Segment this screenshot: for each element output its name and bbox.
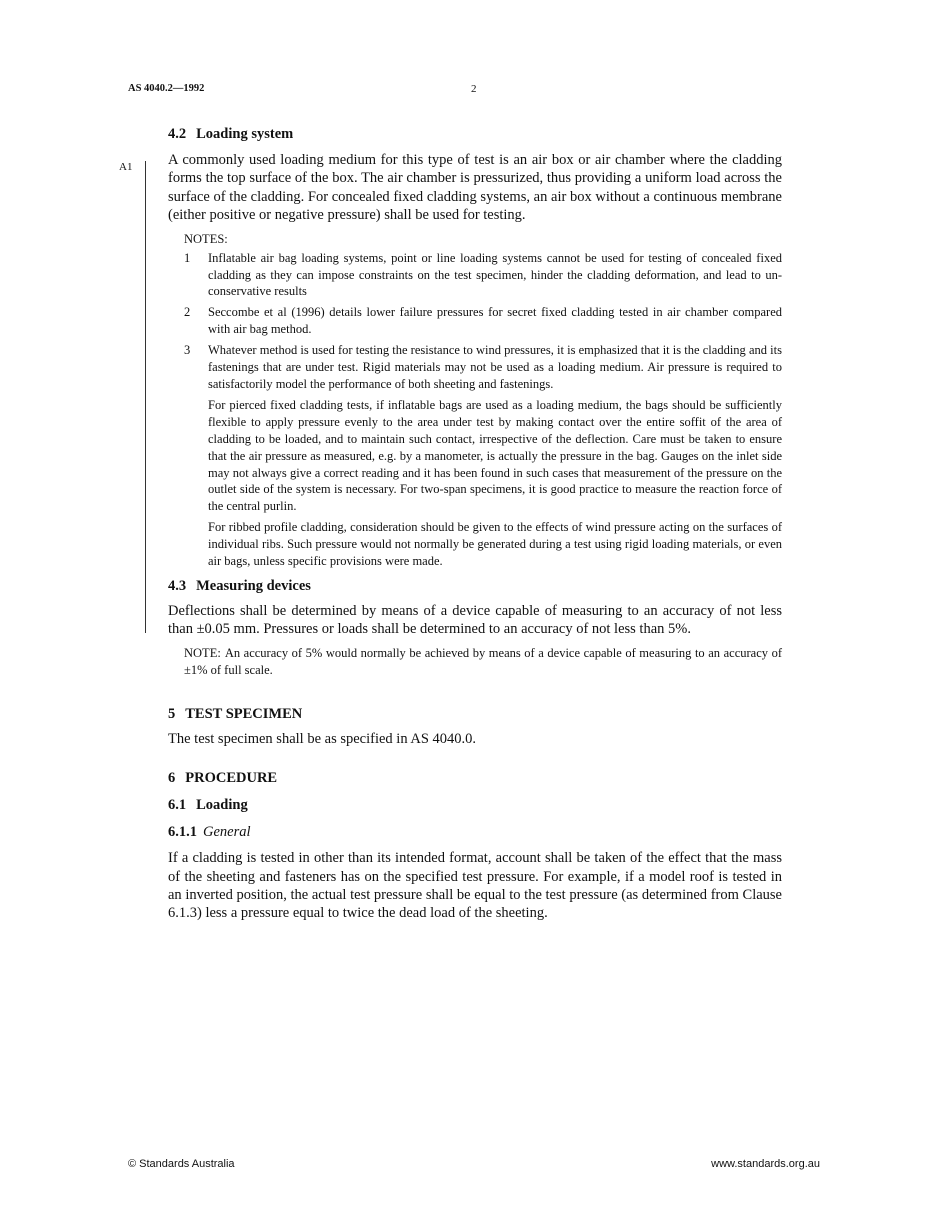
loading-system-paragraph: A commonly used loading medium for this type of test is an air box or air chamber where the cladding forms the top surface of the box. The air chamber is pressurized, thus providing a uniform load across the surface of the cladding. For concealed fixed cladding systems, an air box without a continuous membrane (either positive or negative pressure) shall be used for testing. — [168, 152, 782, 224]
note-label: NOTE: — [184, 645, 221, 660]
note-number: 1 — [184, 250, 191, 265]
general-paragraph: If a cladding is tested in other than its intended format, account shall be taken of the effect that the mass of the sheeting and fasteners has on the specified test pressure. For example, if a model roof is tested in an inverted position, the actual test pressure shall be equal to the test pressure (as determined from Clause 6.1.3) less a pressure equal to twice the dead load of the sheeting. — [168, 850, 782, 922]
section-5-heading — [168, 704, 782, 724]
standard-designation: AS 4040.2—1992 — [128, 83, 205, 94]
section-number: 4.3 — [168, 577, 187, 594]
section-number: 6 — [168, 770, 176, 787]
section-title: Loading — [196, 797, 248, 814]
section-4-2-heading — [168, 124, 782, 144]
section-title: General — [203, 824, 251, 841]
section-title: PROCEDURE — [185, 770, 278, 787]
section-number: 6.1 — [168, 797, 187, 814]
page-number: 2 — [471, 83, 477, 95]
note-1 — [184, 250, 782, 301]
copyright-footer: © Standards Australia — [128, 1158, 235, 1170]
measuring-devices-paragraph: Deflections shall be determined by means of a device capable of measuring to an accuracy of not less than ±0.05 mm. Pressures or loads shall be determined to an accuracy of not less than 5%. — [168, 602, 782, 638]
note-3-paragraph-2: For pierced fixed cladding tests, if inflatable bags are used as a loading medium, the bags should be sufficiently flexible to apply pressure evenly to the area under test by making contact over the entire soffit of the area of cladding to be loaded, and to maintain such contact, irrespective of the deflection. Care must be taken to ensure that the air pressure as measured, e.g. by a manometer, is actually the pressure in the bag. Gauges on the inlet side may not always give a correct reading and it has been found in such cases that measurement of the pressure on the outlet side of the system is necessary. For two-span specimens, it is good practice to measure the reaction force of the central purlin. — [208, 397, 782, 514]
note-text: An accuracy of 5% would normally be achieved by means of a device capable of measuring to an accuracy of ±1% of full scale. — [184, 645, 782, 677]
section-title: Loading system — [196, 126, 294, 142]
section-title: TEST SPECIMEN — [185, 705, 303, 722]
note-number: 3 — [184, 343, 191, 358]
note-number: 2 — [184, 305, 191, 320]
section-6-heading — [168, 768, 782, 788]
section-number: 5 — [168, 705, 176, 722]
note-text: Whatever method is used for testing the resistance to wind pressures, it is emphasized that it is the cladding and its fastenings that are under test. Rigid materials may not be used as a loading medium. Air pressure is required to satisfactorily model the performance of both sheeting and fastenings. — [208, 343, 782, 391]
website-footer: www.standards.org.au — [711, 1158, 820, 1170]
amendment-mark: A1 — [119, 161, 133, 173]
note-3-paragraph-3: For ribbed profile cladding, consideration should be given to the effects of wind pressure acting on the surfaces of individual ribs. Such pressure would not normally be generated during a test using rigid loading materials, or even air bags, unless specific provisions were made. — [208, 520, 782, 569]
test-specimen-paragraph: The test specimen shall be as specified in AS 4040.0. — [168, 730, 477, 747]
note-3 — [184, 342, 782, 393]
section-6-1-1-heading — [168, 822, 782, 842]
section-4-3-heading — [168, 576, 782, 596]
measuring-note — [184, 645, 782, 679]
amendment-bar — [145, 161, 146, 633]
note-text: Inflatable air bag loading systems, point or line loading systems cannot be used for testing of concealed fixed cladding as they can impose constraints on the test specimen, hinder the cladding deformation, and lead to un-conservative results — [208, 250, 782, 299]
section-6-1-heading — [168, 795, 782, 815]
document-body — [168, 124, 782, 923]
note-text: Seccombe et al (1996) details lower failure pressures for secret fixed cladding tested in air chamber compared with air bag method. — [208, 305, 782, 337]
notes-label: NOTES: — [184, 231, 228, 246]
section-title: Measuring devices — [196, 577, 311, 594]
section-number: 6.1.1 — [168, 824, 197, 841]
section-number: 4.2 — [168, 126, 187, 142]
note-2 — [184, 304, 782, 338]
